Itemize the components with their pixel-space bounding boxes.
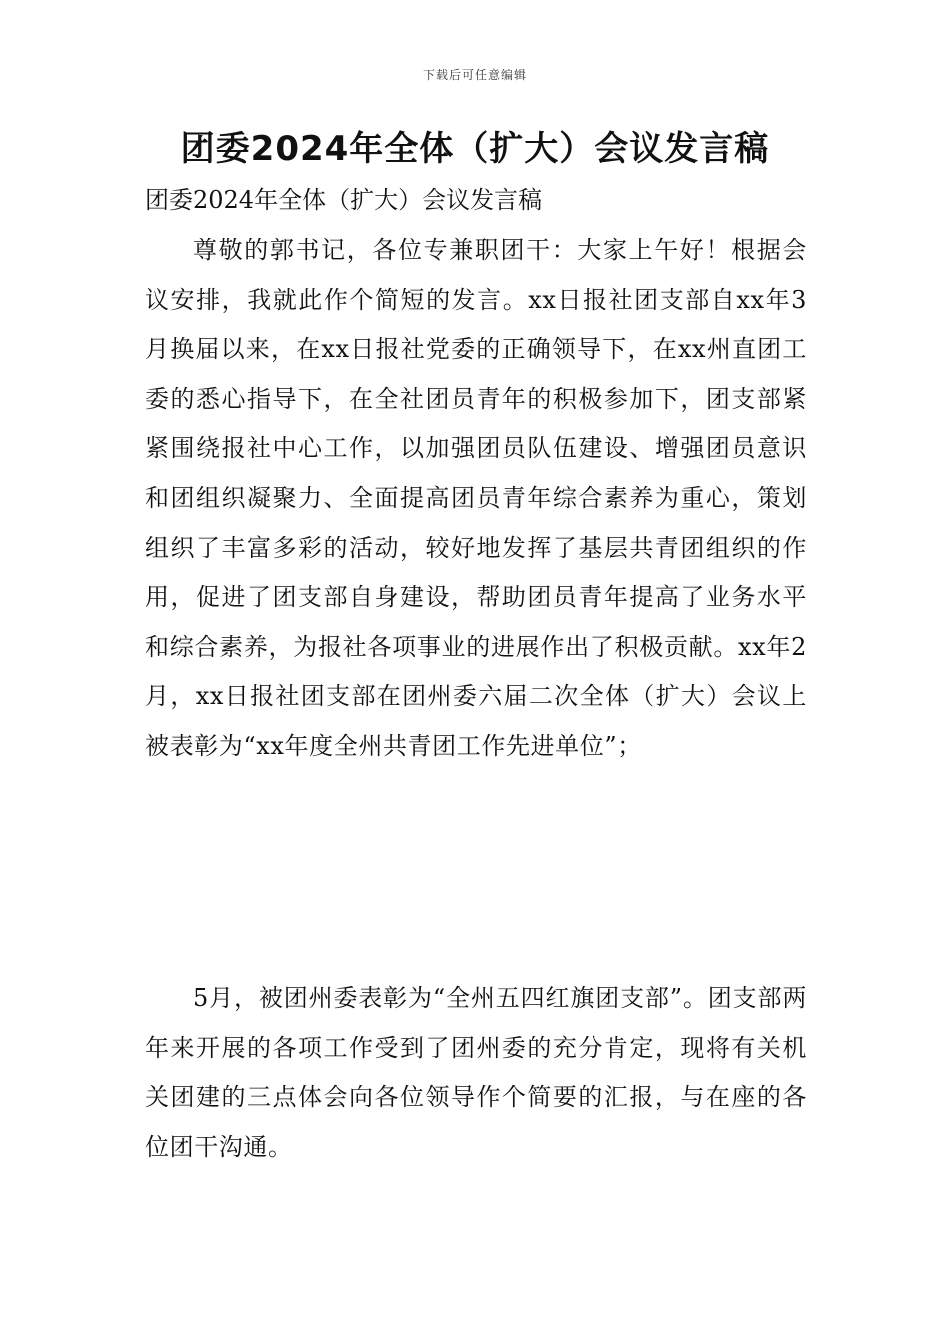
document-title: 团委2024年全体（扩大）会议发言稿 xyxy=(180,129,770,169)
body-paragraph: 尊敬的郭书记，各位专兼职团干：大家上午好！根据会议安排，我就此作个简短的发言。xx日报社团支部自xx年3月换届以来，在xx日报社党委的正确领导下，在xx州直团工委的悉心指导下，在全社团员青年的积极参加下，团支部紧紧围绕报社中心工作，以加强团员队伍建设、增强团员意识和团组织凝聚力、全面提高团员青年综合素养为重心，策划组织了丰富多彩的活动，较好地发挥了基层共青团组织的作用，促进了团支部自身建设，帮助团员青年提高了业务水平和综合素养，为报社各项事业的进展作出了积极贡献。xx年2月，xx日报社团支部在团州委六届二次全体（扩大）会议上被表彰为“xx年度全州共青团工作先进单位”； xyxy=(145,236,807,760)
header-note: 下载后可任意编辑 xyxy=(422,68,527,82)
document-subtitle: 团委2024年全体（扩大）会议发言稿 xyxy=(145,186,543,214)
body-paragraph: 5月，被团州委表彰为“全州五四红旗团支部”。团支部两年来开展的各项工作受到了团州委的充分肯定，现将有关机关团建的三点体会向各位领导作个简要的汇报，与在座的各位团干沟通。 xyxy=(145,984,807,1161)
